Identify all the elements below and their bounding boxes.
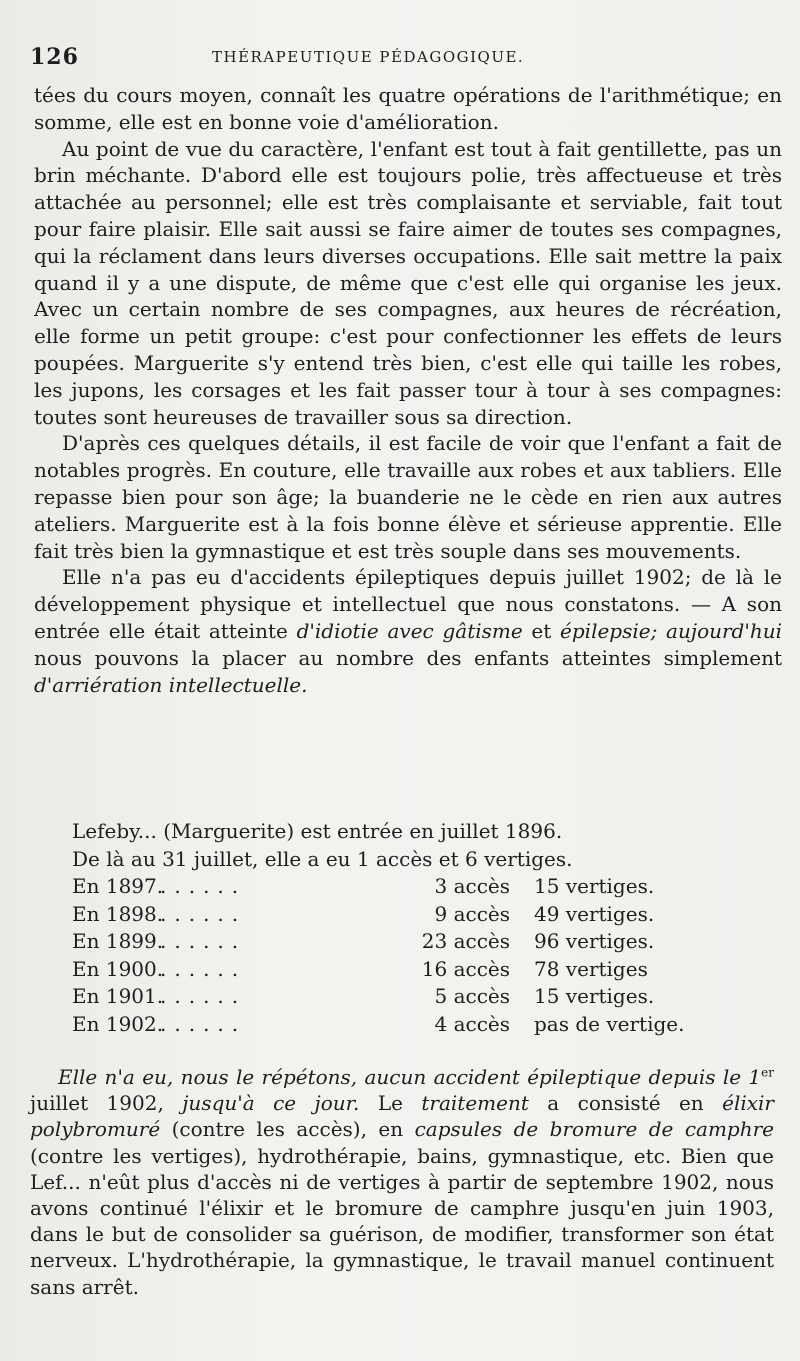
stats-leader-dots: ...... (160, 874, 247, 898)
stats-acces: 5 accès (434, 984, 510, 1008)
stats-year: En 1898. (72, 901, 164, 926)
stats-row (72, 901, 752, 929)
paragraph-4-mid-2: nous pouvons la placer au nombre des enfants atteintes simplement (34, 645, 782, 670)
stats-year: En 1900. (72, 956, 164, 981)
stats-leader-dots: ...... (160, 956, 247, 981)
notes-italic-1: Elle n'a eu, nous le répétons, aucun accident épileptique depuis le 1 (58, 1065, 762, 1089)
notes-text-4: (contre les accès), en (160, 1117, 415, 1142)
stats-line-1: Lefeby... (Marguerite) est entrée en juillet 1896. (72, 819, 563, 843)
stats-line-2: De là au 31 juillet, elle a eu 1 accès et 6 vertiges. (72, 846, 573, 871)
running-title: THÉRAPEUTIQUE PÉDAGOGIQUE. (212, 48, 525, 66)
paragraph-4-italic-2: épilepsie; aujourd'hui (560, 618, 783, 643)
notes-italic-2: jusqu'à ce jour. (182, 1091, 360, 1116)
body-text (34, 82, 782, 698)
stats-vertiges: 78 vertiges (534, 956, 648, 981)
seizure-statistics (72, 818, 752, 1038)
stats-row (72, 1011, 752, 1039)
stats-vertiges: 15 vertiges. (534, 874, 655, 898)
stats-row (72, 956, 752, 984)
page-header (30, 44, 770, 74)
paragraph-4-mid-1: et (522, 618, 561, 643)
page-number: 126 (30, 44, 79, 70)
stats-acces: 4 accès (434, 1011, 510, 1036)
stats-acces: 16 accès (421, 956, 510, 981)
stats-vertiges: pas de vertige. (534, 1011, 685, 1036)
paragraph-4 (34, 564, 782, 698)
treatment-notes (30, 1064, 774, 1300)
stats-year: En 1901. (72, 984, 164, 1008)
stats-acces: 3 accès (434, 874, 510, 898)
paragraph-2: Au point de vue du caractère, l'enfant est tout à fait gentillette, pas un brin méchante. D'abord elle est toujours polie, très affectueuse et très attachée au personnel; elle est très complaisante et serviable, fait tout pour faire plaisir. Elle sait aussi se faire aimer de toutes ses compagnes, qui la réclament dans leurs diverses occupations. Elle sait mettre la paix quand il y a une dispute, de même que c'est elle qui organise les jeux. Avec un certain nombre de ses compagnes, aux heures de récréation, elle forme un petit groupe: c'est pour confectionner les effets de leurs poupées. Marguerite s'y entend très bien, c'est elle qui taille les robes, les jupons, les corsages et les fait passer tour à tour à ses compagnes: toutes sont heureuses de travailler sous sa direction. (34, 136, 782, 429)
notes-text-2: Le (359, 1091, 422, 1116)
notes-paragraph (30, 1064, 774, 1300)
stats-acces: 23 accès (421, 929, 510, 953)
stats-vertiges: 15 vertiges. (534, 984, 655, 1008)
stats-vertiges: 96 vertiges. (534, 929, 655, 953)
paragraph-4-italic-1: d'idiotie avec gâtisme (296, 618, 523, 643)
notes-italic-4: élixir polybromuré (30, 1091, 774, 1142)
notes-text-3: a consisté en (528, 1091, 723, 1116)
stats-row (72, 928, 752, 956)
stats-leader-dots: ...... (160, 929, 247, 953)
notes-text-1: juillet 1902, (30, 1091, 183, 1116)
paragraph-3: D'après ces quelques détails, il est facile de voir que l'enfant a fait de notables progrès. En couture, elle travaille aux robes et aux tabliers. Elle repasse bien pour son âge; la buanderie ne le cède en rien aux autres ateliers. Marguerite est à la fois bonne élève et sérieuse apprentie. Elle fait très bien la gymnastique et est très souple dans ses mouvements. (34, 431, 782, 563)
stats-row (72, 873, 752, 901)
stats-row (72, 983, 752, 1011)
paragraph-1: tées du cours moyen, connaît les quatre opérations de l'arithmétique; en somme, elle est en bonne voie d'amélioration. (34, 83, 782, 134)
notes-superscript: er (761, 1065, 774, 1080)
paragraph-4-italic-3: d'arriération intellectuelle. (34, 672, 308, 697)
paragraph-4-start: Elle n'a pas eu d'accidents épileptiques depuis juillet 1902; de là le développement physique et intellectuel que nous constatons. — A son entrée elle était atteinte (34, 565, 782, 643)
stats-acces: 9 accès (434, 901, 510, 926)
stats-vertiges: 49 vertiges. (534, 901, 655, 926)
stats-year: En 1902. (72, 1011, 164, 1036)
notes-italic-5: capsules de bromure de camphre (414, 1117, 774, 1142)
stats-leader-dots: ...... (160, 1011, 247, 1036)
stats-leader-dots: ...... (160, 984, 247, 1008)
stats-leader-dots: ...... (160, 901, 247, 926)
notes-italic-3: traitement (421, 1091, 529, 1116)
stats-year: En 1899. (72, 929, 164, 953)
stats-year: En 1897. (72, 874, 164, 898)
notes-text-5: (contre les vertiges), hydrothérapie, bains, gymnastique, etc. Bien que Lef... n'eût plus d'accès ni de vertiges à partir de septembre 1902, nous avons continué l'élixir et le bromure de camphre jusqu'en juin 1903, dans le but de consolider sa guérison, de modifier, transformer son état nerveux. L'hydrothérapie, la gymnastique, le travail manuel continuent sans arrêt. (30, 1143, 774, 1299)
